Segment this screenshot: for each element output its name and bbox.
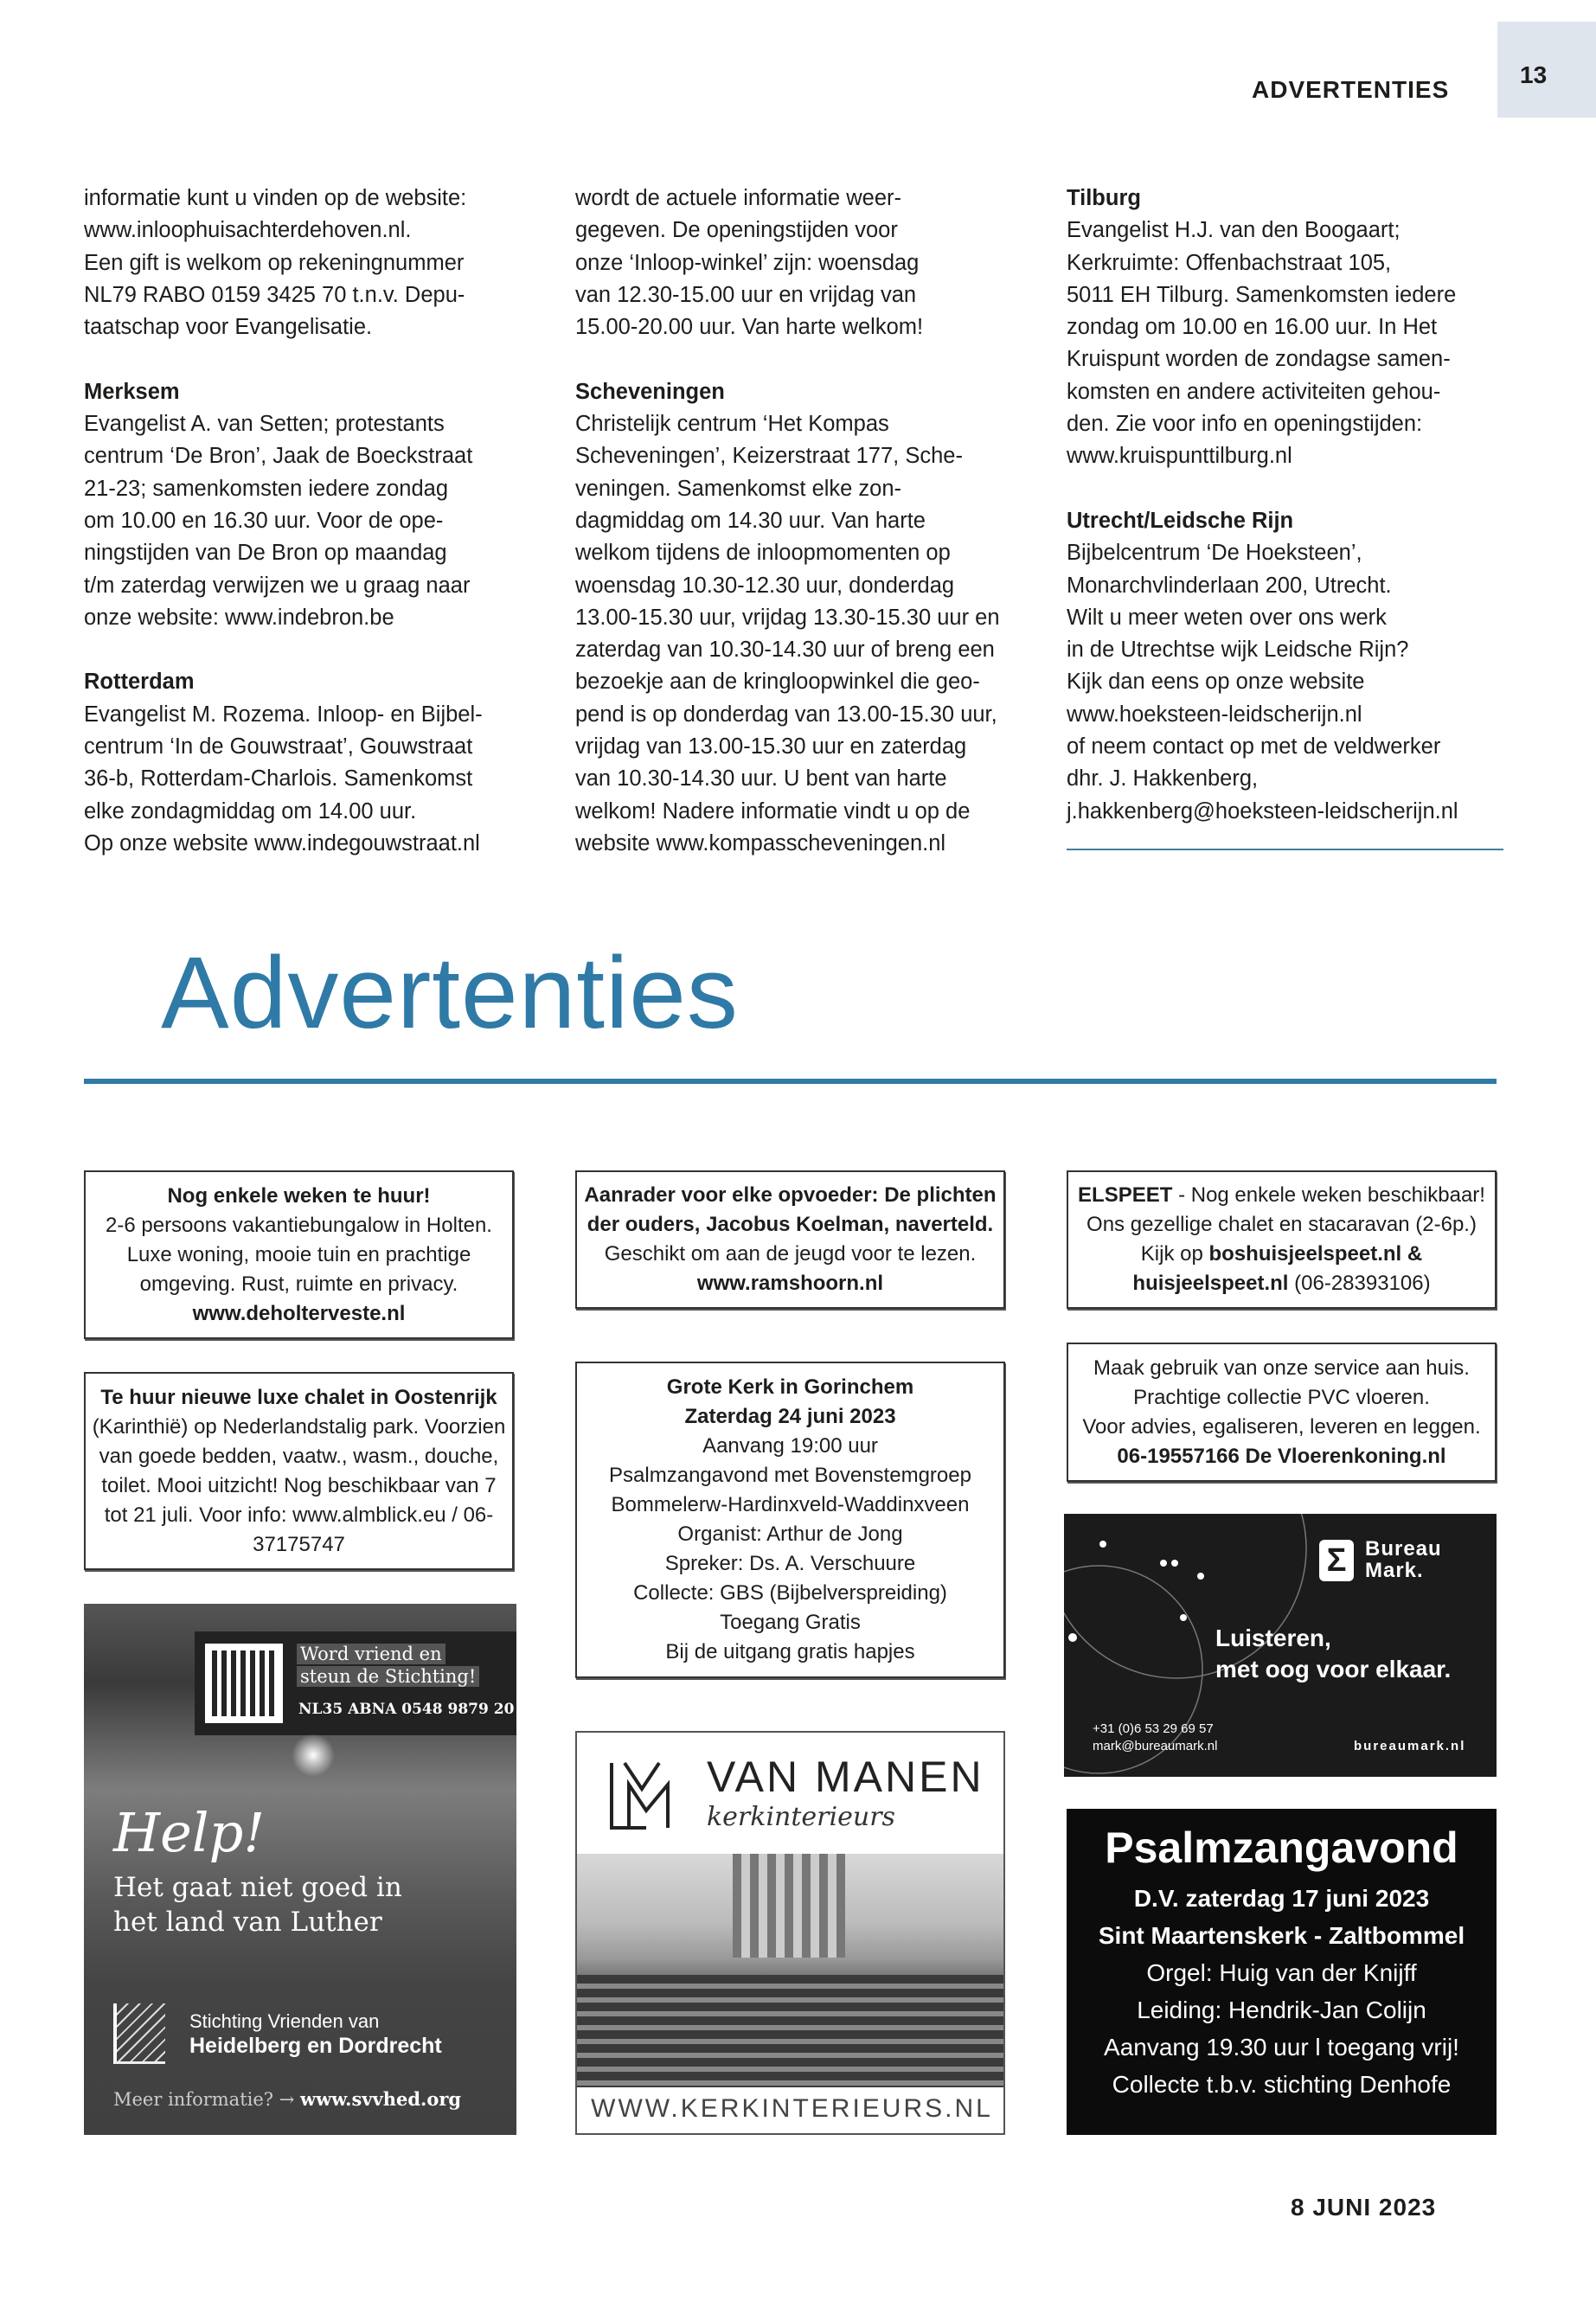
text-line: Kijk dan eens op onze website [1067,670,1365,695]
divider [1067,849,1503,850]
qr-panel [195,1631,516,1735]
org-name: Heidelberg en Dordrecht [189,2034,442,2058]
ad-contact: 06-19557166 De Vloerenkoning.nl [1117,1444,1446,1468]
ad-van-manen [575,1731,1005,2135]
text-line: Een gift is welkom op rekeningnummer [84,250,465,275]
foundation-logo-icon [113,2003,165,2064]
article-block [84,376,534,634]
ad-body: 2-6 persoons vakantiebungalow in Holten. Luxe woning, mooie tuin en prachtige omgeving. Rust, ruimte en privacy. [106,1213,492,1296]
bureau-logo-text: Bureau Mark. [1365,1537,1442,1582]
ad-line: Leiding: Hendrik-Jan Colijn [1137,1997,1426,2023]
ad-line: Spreker: Ds. A. Verschuure [664,1552,916,1575]
org-name: Stichting Vrienden van [189,2010,380,2032]
sun-icon [292,1734,335,1777]
text-line: van 12.30-15.00 uur en vrijdag van [575,282,917,307]
text-line: dhr. J. Hakkenberg, [1067,766,1259,792]
ad-line: Collecte t.b.v. stichting Denhofe [1112,2071,1452,2098]
ad-title: Te huur nieuwe luxe chalet in Oostenrijk [100,1385,497,1409]
ad-line: Bommelerw-Hardinxveld-Waddinxveen [611,1493,970,1516]
ad-title: Aanrader voor elke opvoeder: De plichten der ouders, Jacobus Koelman, naverteld. [584,1183,997,1236]
ad-phone: (06-28393106) [1294,1272,1431,1295]
text-line[interactable]: www.hoeksteen-leidscherijn.nl [1067,702,1362,727]
ad-line: Collecte: GBS (Bijbelverspreiding) [633,1581,947,1605]
text-line: ningstijden van De Bron op maandag [84,541,447,566]
iban: NL35 ABNA 0548 9879 20 [298,1701,515,1718]
text-line: gegeven. De openingstijden voor [575,218,898,243]
text-line: Evangelist M. Rozema. Inloop- en Bijbel- [84,702,483,727]
brand-name: VAN MANEN [707,1753,984,1801]
text-line: Evangelist A. van Setten; protestants [84,412,445,437]
more-info: Meer informatie? [113,2089,274,2110]
text-line: 13.00-15.30 uur, vrijdag 13.30-15.30 uur en [575,605,1000,630]
ad-bureau-mark [1064,1514,1497,1777]
ad-link[interactable]: www.deholterveste.nl [192,1301,406,1325]
text-line: elke zondagmiddag om 14.00 uur. [84,798,417,824]
article-block [575,376,1025,860]
text-line: of neem contact op met de veldwerker [1067,734,1441,760]
email[interactable]: mark@bureaumark.nl [1093,1739,1218,1753]
text-line: 36-b, Rotterdam-Charlois. Samenkomst [84,766,473,792]
text-line: welkom tijdens de inloopmomenten op [575,541,951,566]
ad-title: Psalmzangavond [1105,1823,1458,1872]
ad-line: Prachtige collectie PVC vloeren. [1133,1385,1430,1409]
text-line: Evangelist H.J. van den Boogaart; [1067,218,1401,243]
text-line: van 10.30-14.30 uur. U bent van harte [575,766,947,792]
text-line[interactable]: www.kruispunttilburg.nl [1067,444,1292,469]
ad-date: Zaterdag 24 juni 2023 [684,1405,896,1428]
tagline: met oog voor elkaar. [1215,1656,1452,1682]
block-title: Scheveningen [575,379,725,404]
ad-body: (Karinthië) op Nederlandstalig park. Voorzien van goede bedden, vaatw., wasm., douche, toilet. Mooi uitzicht! Nog beschikbaar van 7 tot 21 juli. Voor info: www.almblick.eu / 06-37175747 [92,1414,506,1556]
website[interactable]: www.svvhed.org [300,2088,462,2110]
section-title: ADVERTENTIES [1252,76,1450,103]
text-line: in de Utrechtse wijk Leidsche Rijn? [1067,638,1409,663]
arrow-icon: → [279,2089,295,2110]
ad-line: Aanvang 19.30 uur l toegang vrij! [1104,2034,1459,2061]
website[interactable]: WWW.KERKINTERIEURS.NL [591,2094,993,2123]
text-line[interactable]: website www.kompasscheveningen.nl [575,830,946,856]
text-line: taatschap voor Evangelisatie. [84,315,373,340]
text-line: veningen. Samenkomst elke zon- [575,476,902,501]
ad-gorinchem [575,1362,1005,1678]
text-line: vrijdag van 13.00-15.30 uur en zaterdag [575,734,967,760]
ad-vloeren [1067,1343,1497,1482]
ad-help-luther [84,1604,516,2135]
ad-line: Organist: Arthur de Jong [677,1522,903,1546]
text-line: dagmiddag om 14.30 uur. Van harte [575,508,926,533]
block-title: Rotterdam [84,670,195,695]
text-line: om 10.00 en 16.30 uur. Voor de ope- [84,508,444,533]
text-line[interactable]: j.hakkenberg@hoeksteen-leidscherijn.nl [1067,798,1458,824]
ad-holten [84,1170,514,1339]
text-line: woensdag 10.30-12.30 uur, donderdag [575,573,955,598]
text-line: Christelijk centrum ‘Het Kompas [575,412,889,437]
text-line: NL79 RABO 0159 3425 70 t.n.v. Depu- [84,282,465,307]
ad-place: Sint Maartenskerk - Zaltbommel [1098,1922,1465,1949]
text-line: onze ‘Inloop-winkel’ zijn: woensdag [575,250,920,275]
ad-link[interactable]: boshuisjeelspeet.nl & huisjeelspeet.nl [1132,1242,1423,1295]
ad-line: Orgel: Huig van der Knijff [1146,1959,1417,1986]
lm-monogram-icon [607,1759,681,1832]
text-line: komsten en andere activiteiten gehou- [1067,379,1441,404]
tagline: Luisteren, [1215,1625,1331,1651]
text-line: zondag om 10.00 en 16.00 uur. In Het [1067,315,1438,340]
brand-tagline: kerkinterieurs [707,1802,895,1832]
ad-body: Geschikt om aan de jeugd voor te lezen. [604,1242,977,1266]
text-line: 5011 EH Tilburg. Samenkomsten iedere [1067,282,1457,307]
text-line: informatie kunt u vinden op de website: [84,186,467,210]
text-line: 21-23; samenkomsten iedere zondag [84,476,449,501]
article-block [1067,183,1516,473]
ad-psalmzangavond [1067,1809,1497,2135]
text-line: pend is op donderdag van 13.00-15.30 uur, [575,702,997,727]
ad-line: Psalmzangavond met Bovenstemgroep [609,1464,971,1487]
text-line: Kruispunt worden de zondagse samen- [1067,347,1451,372]
column-3 [1067,183,1516,860]
text-line: Kerkruimte: Offenbachstraat 105, [1067,250,1392,275]
bureau-logo-icon: Ʃ [1319,1540,1354,1581]
ad-chalet [84,1372,514,1570]
text-line[interactable]: Op onze website www.indegouwstraat.nl [84,830,480,856]
text-line: Bijbelcentrum ‘De Hoeksteen’, [1067,541,1362,566]
page-number: 13 [1497,22,1596,118]
text-line: Wilt u meer weten over ons werk [1067,605,1387,630]
text-line: Monarchvlinderlaan 200, Utrecht. [1067,573,1392,598]
text-line: wordt de actuele informatie weer- [575,186,902,210]
text-line: t/m zaterdag verwijzen we u graag naar [84,573,471,598]
ad-title: ELSPEET [1078,1183,1173,1207]
block-title: Merksem [84,379,180,404]
block-title: Utrecht/Leidsche Rijn [1067,508,1294,533]
text-line: centrum ‘De Bron’, Jaak de Boeckstraat [84,444,473,469]
block-title: Tilburg [1067,186,1141,210]
ad-title: Nog enkele weken te huur! [167,1183,431,1208]
text-line: den. Zie voor info en openingstijden: [1067,412,1423,437]
heading-rule [84,1079,1497,1084]
article-block [575,183,1025,343]
ad-line: Toegang Gratis [720,1611,861,1634]
article-block [1067,505,1516,828]
text-line: Scheveningen’, Keizerstraat 177, Sche- [575,444,963,469]
website[interactable]: bureaumark.nl [1354,1739,1466,1753]
column-2 [575,183,1025,893]
phone: +31 (0)6 53 29 69 57 [1093,1721,1214,1736]
ad-body: - Nog enkele weken beschikbaar! Ons gezellige chalet en stacaravan (2-6p.) Kijk op [1086,1183,1485,1266]
page-heading: Advertenties [161,936,739,1050]
article-block [84,666,534,860]
text-line: welkom! Nadere informatie vindt u op de [575,798,971,824]
ad-title: Help! [113,1801,266,1864]
ad-title: Grote Kerk in Gorinchem [666,1375,914,1399]
text-line[interactable]: www.inloophuisachterdehoven.nl. [84,218,412,243]
ad-line: Bij de uitgang gratis hapjes [665,1640,915,1663]
footer-date: 8 JUNI 2023 [1291,2194,1437,2221]
qr-code-icon [205,1644,283,1723]
ad-date: D.V. zaterdag 17 juni 2023 [1133,1885,1430,1912]
ad-line: Voor advies, egaliseren, leveren en leggen. [1082,1414,1481,1439]
ad-subtitle: Het gaat niet goed in [113,1872,402,1903]
ad-line: Aanvang 19:00 uur [702,1434,878,1458]
text-line: 15.00-20.00 uur. Van harte welkom! [575,315,924,340]
text-line: bezoekje aan de kringloopwinkel die geo- [575,670,980,695]
text-line[interactable]: onze website: www.indebron.be [84,605,394,630]
ad-link[interactable]: www.ramshoorn.nl [696,1272,884,1295]
ad-subtitle: het land van Luther [113,1907,382,1938]
text-line: zaterdag van 10.30-14.30 uur of breng een [575,638,995,663]
ad-koelman [575,1170,1005,1309]
church-interior-photo [577,1854,1005,2087]
article-block [84,183,534,343]
ad-line: Maak gebruik van onze service aan huis. [1093,1356,1470,1380]
column-1 [84,183,534,893]
qr-text: steun de Stichting! [297,1666,479,1687]
qr-text: Word vriend en [297,1644,445,1664]
text-line: centrum ‘In de Gouwstraat’, Gouwstraat [84,734,473,760]
ad-elspeet [1067,1170,1497,1309]
